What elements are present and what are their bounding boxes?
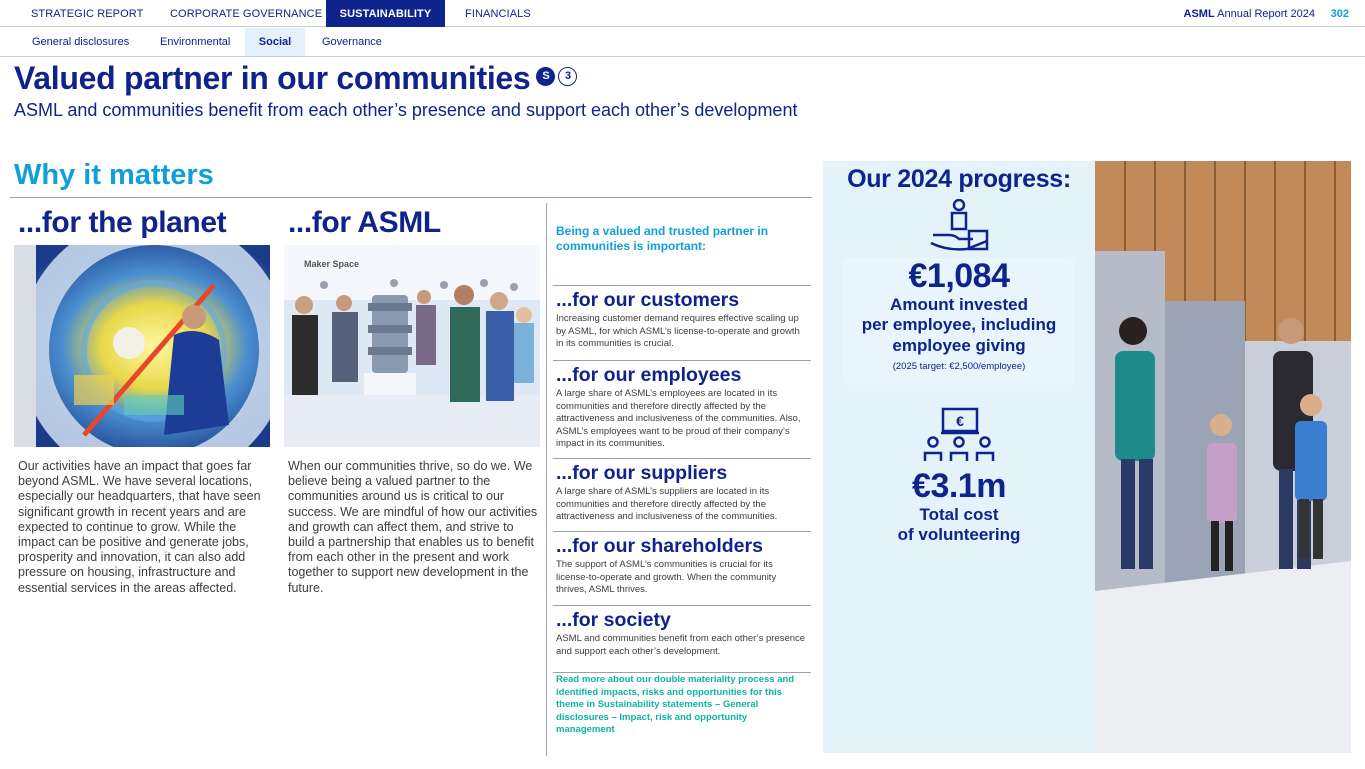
maker-space-sign: Maker Space: [304, 259, 360, 269]
intro-text: Being a valued and trusted partner in communities is important:: [556, 224, 769, 253]
progress-panel: [823, 161, 1095, 753]
tab-financials[interactable]: FINANCIALS: [465, 8, 531, 20]
kpi1-label-line: per employee, including: [861, 315, 1057, 334]
section-text: Increasing customer demand requires effective scaling up by ASML, for which ASML’s license-to-operate and growth in its communities is crucial.: [556, 313, 800, 350]
section-text: The support of ASML’s communities is crucial for its license-to-operate and growth. When the community thrives, ASML thrives.: [556, 559, 777, 596]
family-photo: [1095, 161, 1351, 753]
kpi2-label-line: Total cost: [919, 505, 999, 524]
planet-photo: [14, 245, 270, 447]
kpi2-label-line: of volunteering: [897, 525, 1021, 544]
kpi2-value: €3.1m: [912, 467, 1006, 505]
report-title: [1184, 0, 1315, 28]
section-heading: ...for our suppliers: [556, 462, 728, 484]
tab-sustainability[interactable]: SUSTAINABILITY: [326, 0, 445, 27]
kpi1-label-line: Amount invested: [890, 295, 1028, 314]
asml-text: When our communities thrive, so do we. We believe being a valued partner to the communities around us is critical to our success. We are mindful of how our activities and growth can affect them, and strive to build a partnership that enables us to benefit from each other in the present and work together to support new development in the future.: [288, 459, 538, 595]
tab-strategic-report[interactable]: STRATEGIC REPORT: [31, 8, 144, 20]
divider: [553, 672, 811, 673]
kpi1-target: (2025 target: €2,500/employee): [892, 361, 1026, 372]
section-text: ASML and communities benefit from each other’s presence and support each other’s development.: [556, 633, 806, 657]
section-employees: [553, 360, 811, 451]
section-heading: ...for our customers: [556, 289, 740, 311]
sdg-number-badge: 3: [558, 67, 577, 86]
section-heading: ...for our employees: [556, 364, 742, 386]
page-number: 302: [1330, 8, 1349, 20]
euro-symbol: €: [956, 413, 964, 429]
progress-heading: Our 2024 progress:: [847, 165, 1071, 193]
planet-text: Our activities have an impact that goes far beyond ASML. We have several locations, especially our headquarters, that have seen significant growth in recent years and are expected to continue to grow. While the impact can be positive and generate jobs, prosperity and innovation, it can also add pressure on housing, infrastructure and essential services in the areas affected.: [18, 459, 261, 595]
kpi1-label-line: employee giving: [892, 336, 1026, 355]
section-heading: ...for our shareholders: [556, 535, 763, 557]
section-heading: ...for society: [556, 609, 671, 631]
report-name: Annual Report 2024: [1217, 8, 1315, 20]
planet-heading: ...for the planet: [18, 206, 227, 239]
page-title: [14, 60, 577, 97]
volunteering-icon: [923, 407, 995, 465]
divider: [10, 197, 812, 198]
tab-corporate-governance[interactable]: CORPORATE GOVERNANCE: [170, 8, 323, 20]
hand-person-icon: [929, 199, 991, 253]
asml-heading: ...for ASML: [288, 206, 441, 239]
social-badge: S: [536, 67, 555, 86]
section-customers: [553, 285, 811, 351]
section-text: A large share of ASML’s suppliers are located in its communities and therefore directly affected by the attractiveness and inclusiveness of the communities.: [556, 486, 778, 523]
section-suppliers: [553, 458, 811, 524]
read-more-link[interactable]: Read more about our double materiality process and identified impacts, risks and opportunities for this theme in Sustainability statements – General disclosures – Impact, risk and opportunity management: [556, 674, 795, 736]
section-text: A large share of ASML’s employees are located in its communities and therefore directly affected by the attractiveness and inclusiveness of the communities. Also, ASML’s employees want to be proud of their company’s impact in its communities.: [556, 388, 801, 450]
subtab-environmental[interactable]: Environmental: [160, 36, 231, 48]
section-society: [553, 605, 811, 658]
page-title-text: Valued partner in our communities: [14, 60, 531, 96]
subtab-social[interactable]: Social: [245, 28, 305, 56]
brand-name: ASML: [1183, 8, 1215, 20]
sub-navigation: [0, 28, 1365, 57]
page-subtitle: ASML and communities benefit from each other’s presence and support each other’s development: [14, 100, 798, 120]
top-navigation: [0, 0, 1365, 27]
column-divider: [546, 203, 547, 756]
kpi1-value: €1,084: [908, 257, 1010, 295]
why-it-matters-heading: Why it matters: [14, 159, 214, 191]
subtab-general-disclosures[interactable]: General disclosures: [32, 36, 130, 48]
maker-space-photo: [284, 245, 540, 447]
section-shareholders: [553, 531, 811, 597]
subtab-governance[interactable]: Governance: [322, 36, 382, 48]
